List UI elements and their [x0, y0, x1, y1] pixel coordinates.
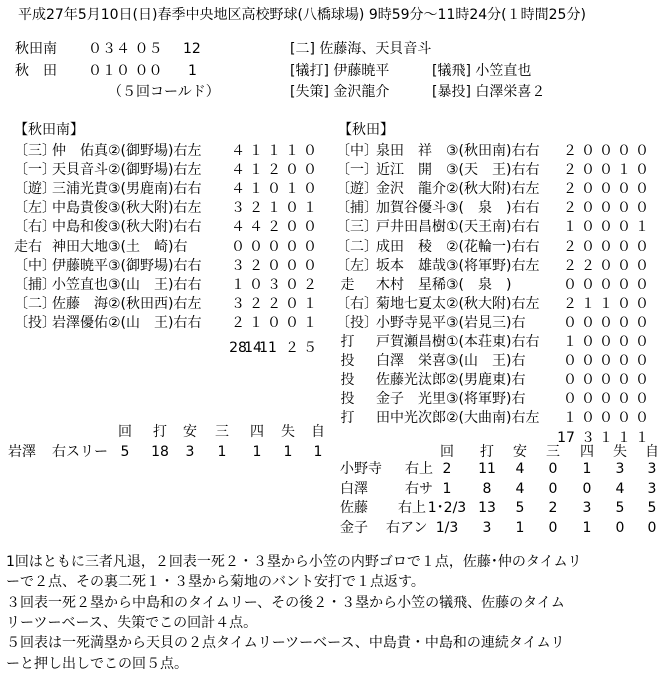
player-name: 佐藤光汰郎②(男鹿東)右: [376, 372, 526, 389]
batting-stat: ０: [267, 181, 281, 198]
position-label: 〔三〕: [336, 219, 378, 236]
summary-line: ５回表は一死満塁から天貝の２点タイムリーツーベース、中島貴・中島和の連続タイムリ: [6, 635, 565, 652]
pitching-stat: 4: [515, 461, 525, 477]
batting-stat: ０: [617, 219, 631, 236]
batting-stat: ０: [635, 238, 649, 255]
linescore-total: 1: [188, 63, 197, 79]
batting-stat: ０: [635, 143, 649, 159]
position-label: 投: [336, 372, 355, 389]
batting-total: 11: [259, 340, 277, 356]
pitching-stat: 0: [582, 480, 592, 497]
batting-stat: ２: [563, 200, 577, 217]
pitcher-name: 岩澤: [8, 444, 36, 460]
player-name: 近江 開 ③(天 王)右右: [376, 162, 540, 179]
pitching-header: 安: [183, 424, 197, 440]
batting-stat: ０: [303, 162, 317, 179]
batting-stat: １: [285, 181, 299, 198]
pitching-stat: 0: [548, 480, 558, 497]
batting-stat: ０: [599, 162, 613, 179]
pitching-stat: 1: [442, 480, 452, 497]
batting-stat: ３: [231, 200, 245, 217]
pitcher-name: 金子: [340, 520, 368, 537]
batting-stat: ２: [249, 257, 263, 274]
player-name: 天貝音斗②(御野場)右左: [52, 162, 202, 179]
batting-stat: ０: [231, 238, 245, 255]
batting-stat: ０: [285, 200, 299, 217]
batting-total: 14: [244, 340, 262, 356]
position-label: 〔投〕: [14, 314, 56, 331]
position-label: 〔右〕: [14, 219, 56, 236]
pitching-stat: 1: [582, 520, 592, 537]
batting-stat: ０: [617, 200, 631, 217]
batting-stat: ０: [249, 276, 263, 293]
player-name: 金子 光里③(将軍野)右: [376, 391, 526, 408]
pitching-stat: 8: [482, 480, 492, 497]
summary-line: 1回はともに三者凡退，２回表一死２・３塁から小笠の内野ゴロで１点，佐藤･仲のタイムリ: [6, 554, 582, 570]
batting-stat: ３: [231, 295, 245, 312]
player-name: 岩澤優佑②(山 王)右右: [52, 314, 202, 331]
pitching-stat: 3: [647, 461, 657, 477]
batting-stat: １: [249, 314, 263, 331]
position-label: 〔遊〕: [336, 181, 378, 198]
player-name: 白澤 栄喜③(山 王)右: [376, 353, 526, 370]
pitching-header: 自: [311, 424, 325, 440]
player-name: 戸賀瀬昌樹①(本荘東)右右: [376, 334, 540, 350]
pitching-stat: 18: [151, 444, 169, 460]
batting-stat: ０: [635, 295, 649, 312]
batting-stat: ０: [599, 372, 613, 389]
batting-stat: ３: [267, 276, 281, 293]
batting-stat: ０: [581, 162, 595, 179]
batting-stat: ０: [563, 276, 577, 293]
pitching-header: 回: [440, 444, 454, 460]
position-label: 打: [336, 410, 355, 427]
batting-stat: ０: [563, 353, 577, 370]
pitching-stat: 2: [548, 500, 558, 517]
batting-stat: ０: [617, 353, 631, 370]
player-name: 小笠直也③(山 王)右右: [52, 276, 202, 293]
batting-stat: ２: [267, 295, 281, 312]
pitcher-style: 右上: [405, 461, 433, 477]
player-name: 成田 稜 ②(花輪一)右右: [376, 238, 540, 255]
batting-stat: ４: [231, 162, 245, 179]
batting-stat: ０: [635, 276, 649, 293]
player-name: 伊藤暁平③(御野場)右右: [52, 257, 202, 274]
batting-stat: ０: [285, 257, 299, 274]
player-name: 金沢 龍介②(秋大附)右左: [376, 181, 540, 198]
pitching-stat: 3: [615, 461, 625, 477]
pitching-stat: 1: [252, 444, 262, 460]
position-label: 〔中〕: [336, 143, 378, 159]
pitcher-name: 佐藤: [340, 500, 368, 517]
batting-stat: ２: [231, 314, 245, 331]
linescore-team: 秋 田: [15, 63, 57, 79]
batting-stat: ０: [617, 391, 631, 408]
batting-stat: ０: [599, 200, 613, 217]
pitching-header: 回: [118, 424, 132, 440]
batting-stat: ０: [617, 410, 631, 427]
batting-stat: ０: [599, 238, 613, 255]
linescore-innings: ０３４ ０５: [88, 41, 163, 57]
game-title: 平成27年5月10日(日)春季中央地区高校野球(八橋球場) 9時59分～11時24分(１時間25分): [18, 7, 586, 23]
batting-stat: １: [617, 162, 631, 179]
pitching-stat: 2: [442, 461, 452, 477]
player-name: 戸井田昌樹①(天王南)右右: [376, 219, 540, 236]
pitching-stat: 5: [120, 444, 130, 460]
summary-line: ーと押し出しでこの回５点。: [6, 655, 188, 672]
pitching-stat: 1･2/3: [427, 500, 467, 517]
batting-stat: ０: [635, 372, 649, 389]
pitching-stat: 1: [313, 444, 323, 460]
batting-stat: ０: [267, 314, 281, 331]
batting-stat: ０: [285, 238, 299, 255]
batting-total: ３: [581, 429, 595, 446]
position-label: 〔捕〕: [14, 276, 56, 293]
batting-stat: ０: [617, 238, 631, 255]
pitching-stat: 1/3: [435, 520, 459, 537]
position-label: 〔遊〕: [14, 181, 56, 198]
batting-stat: ２: [249, 295, 263, 312]
pitching-stat: 1: [283, 444, 293, 460]
batting-stat: １: [249, 181, 263, 198]
position-label: 〔左〕: [14, 200, 56, 217]
batting-stat: ０: [617, 257, 631, 274]
player-name: 菊地七夏太②(秋大附)右左: [376, 295, 540, 312]
batting-stat: ０: [635, 391, 649, 408]
pitching-header: 打: [153, 424, 167, 440]
batting-stat: ２: [249, 200, 263, 217]
batting-total: ２: [285, 340, 299, 356]
player-name: 小野寺晃平③(岩見三)右: [376, 314, 526, 331]
batting-stat: ２: [563, 295, 577, 312]
batting-stat: ０: [581, 143, 595, 159]
pitching-header: 打: [480, 444, 494, 460]
batting-stat: ０: [581, 334, 595, 350]
pitching-header: 安: [513, 444, 527, 460]
batting-total: 17: [557, 429, 575, 446]
batting-stat: ０: [581, 372, 595, 389]
batting-stat: ４: [231, 219, 245, 236]
pitcher-name: 白澤: [340, 480, 368, 497]
position-label: 〔一〕: [14, 162, 56, 179]
pitching-stat: 4: [515, 480, 525, 497]
batting-stat: ３: [231, 257, 245, 274]
batting-stat: ０: [617, 295, 631, 312]
batting-stat: ０: [303, 219, 317, 236]
batting-stat: ０: [285, 295, 299, 312]
summary-line: リーツーベース、失策でこの回計４点。: [6, 614, 258, 631]
batting-stat: ２: [563, 238, 577, 255]
summary-line: ーで２点、その裏二死１・３塁から菊地のバント安打で１点返す。: [6, 574, 425, 591]
batting-stat: １: [285, 143, 299, 159]
batting-stat: ０: [599, 181, 613, 198]
batting-stat: ０: [581, 410, 595, 427]
batting-stat: １: [231, 276, 245, 293]
batting-stat: ０: [563, 314, 577, 331]
player-name: 神田大地③(土 崎)右: [52, 238, 188, 255]
player-name: 木村 星稀③( 泉 ): [376, 276, 512, 293]
position-label: 〔左〕: [336, 257, 378, 274]
batting-stat: ０: [599, 276, 613, 293]
batting-stat: ２: [267, 219, 281, 236]
batting-stat: １: [303, 200, 317, 217]
position-label: 〔二〕: [336, 238, 378, 255]
batting-stat: ２: [563, 181, 577, 198]
batting-stat: １: [563, 334, 577, 350]
position-label: 〔捕〕: [336, 200, 378, 217]
batting-stat: ０: [617, 372, 631, 389]
player-name: 中島和俊③(秋大附)右右: [52, 219, 202, 236]
position-label: 〔投〕: [336, 314, 378, 331]
pitcher-name: 小野寺: [340, 461, 382, 477]
batting-stat: １: [599, 295, 613, 312]
batting-stat: ０: [599, 257, 613, 274]
pitching-stat: 5: [515, 500, 525, 517]
player-name: 加賀谷優斗③( 泉 )右右: [376, 200, 540, 217]
batting-stat: ０: [599, 219, 613, 236]
pitching-stat: 0: [548, 461, 558, 477]
batting-stat: ０: [581, 219, 595, 236]
home-team-header: 【秋田南】: [14, 122, 84, 138]
batting-stat: ０: [617, 143, 631, 159]
batting-stat: ０: [563, 372, 577, 389]
batting-stat: １: [563, 410, 577, 427]
batting-stat: ０: [285, 276, 299, 293]
pitching-header: 三: [215, 424, 229, 440]
batting-stat: ０: [581, 200, 595, 217]
pitching-stat: 0: [548, 520, 558, 537]
batting-total: １: [599, 429, 613, 446]
batting-stat: ０: [267, 238, 281, 255]
player-name: 仲 佑真②(御野場)右左: [52, 143, 202, 159]
pitching-stat: 4: [615, 480, 625, 497]
batting-stat: ０: [599, 314, 613, 331]
player-name: 佐藤 海②(秋田西)右左: [52, 295, 202, 312]
batting-stat: ０: [563, 391, 577, 408]
pitching-stat: 5: [615, 500, 625, 517]
pitcher-style: 右上: [398, 500, 426, 517]
position-label: 走右: [14, 238, 42, 255]
player-name: 三浦光貴③(男鹿南)右右: [52, 181, 202, 198]
batting-stat: ０: [285, 314, 299, 331]
linescore-innings: ０１０ ００: [88, 63, 163, 79]
batting-stat: ０: [617, 314, 631, 331]
linescore-total: 12: [183, 41, 201, 57]
batting-stat: ２: [303, 276, 317, 293]
player-name: 泉田 祥 ③(秋田南)右右: [376, 143, 540, 159]
batting-stat: １: [249, 143, 263, 159]
batting-stat: ０: [581, 391, 595, 408]
pitcher-style: 右アン: [386, 520, 428, 537]
pitcher-style: 右スリー: [52, 444, 108, 460]
batting-stat: ０: [285, 162, 299, 179]
pitching-stat: 1: [217, 444, 227, 460]
batting-stat: １: [249, 162, 263, 179]
pitching-stat: 13: [478, 500, 496, 517]
batting-stat: ２: [267, 162, 281, 179]
pitching-stat: 1: [515, 520, 525, 537]
pitching-header: 失: [281, 424, 295, 440]
note-doubles: [二] 佐藤海、天貝音斗: [290, 41, 432, 57]
player-name: 田中光次郎②(大曲南)右左: [376, 410, 540, 427]
batting-stat: ０: [285, 219, 299, 236]
batting-stat: ０: [617, 181, 631, 198]
pitching-stat: 5: [647, 500, 657, 517]
batting-stat: ４: [249, 219, 263, 236]
batting-total: １: [635, 429, 649, 446]
batting-stat: ０: [635, 181, 649, 198]
pitching-header: 四: [250, 424, 264, 440]
batting-stat: １: [303, 295, 317, 312]
player-name: 中島貴俊③(秋大附)右左: [52, 200, 202, 217]
batting-stat: ０: [635, 410, 649, 427]
batting-stat: ０: [303, 143, 317, 159]
pitching-header: 四: [580, 444, 594, 460]
pitching-stat: 1: [582, 461, 592, 477]
batting-stat: ０: [635, 353, 649, 370]
batting-total: １: [617, 429, 631, 446]
batting-stat: ０: [303, 257, 317, 274]
position-label: 〔二〕: [14, 295, 56, 312]
position-label: 走: [336, 276, 355, 293]
pitching-header: 三: [546, 444, 560, 460]
batting-stat: ０: [581, 314, 595, 331]
summary-line: ３回表一死２塁から中島和のタイムリー、その後２・３塁から小笠の犠飛、佐藤のタイム: [6, 594, 565, 611]
batting-stat: １: [267, 143, 281, 159]
batting-stat: １: [581, 295, 595, 312]
batting-stat: ０: [249, 238, 263, 255]
pitcher-style: 右サ: [405, 480, 433, 497]
batting-stat: ４: [231, 181, 245, 198]
batting-stat: ０: [599, 334, 613, 350]
batting-stat: ０: [617, 276, 631, 293]
away-team-header: 【秋田】: [338, 122, 394, 138]
batting-stat: ０: [599, 143, 613, 159]
player-name: 坂本 雄哉③(将軍野)右左: [376, 257, 540, 274]
batting-stat: ２: [563, 162, 577, 179]
position-label: 〔右〕: [336, 295, 378, 312]
pitching-header: 失: [613, 444, 627, 460]
batting-stat: ０: [635, 334, 649, 350]
batting-stat: ０: [581, 238, 595, 255]
batting-stat: ０: [303, 238, 317, 255]
batting-stat: ０: [635, 162, 649, 179]
batting-stat: ０: [581, 353, 595, 370]
batting-stat: ０: [635, 257, 649, 274]
batting-stat: ２: [581, 257, 595, 274]
batting-stat: ４: [231, 143, 245, 159]
batting-stat: ０: [635, 200, 649, 217]
note-sacrifice-fly: [犠飛] 小笠直也: [432, 63, 532, 79]
position-label: 〔一〕: [336, 162, 378, 179]
batting-stat: １: [303, 314, 317, 331]
pitching-stat: 3: [482, 520, 492, 537]
position-label: 打: [336, 334, 355, 350]
batting-stat: ０: [617, 334, 631, 350]
pitching-stat: 3: [185, 444, 195, 460]
batting-stat: １: [563, 219, 577, 236]
called-game-note: （５回コールド）: [108, 84, 220, 100]
pitching-stat: 11: [478, 461, 496, 477]
batting-stat: ０: [303, 181, 317, 198]
linescore-team: 秋田南: [15, 41, 57, 57]
batting-stat: ０: [581, 276, 595, 293]
batting-stat: ０: [635, 314, 649, 331]
batting-stat: ０: [267, 257, 281, 274]
batting-stat: ２: [563, 143, 577, 159]
position-label: 〔中〕: [14, 257, 56, 274]
pitching-stat: 0: [615, 520, 625, 537]
note-sacrifice-bunt: [犠打] 伊藤暁平: [290, 63, 390, 79]
batting-stat: ０: [599, 353, 613, 370]
position-label: 〔三〕: [14, 143, 56, 159]
batting-total: 28: [229, 340, 247, 356]
position-label: 投: [336, 353, 355, 370]
batting-stat: ２: [563, 257, 577, 274]
batting-stat: １: [635, 219, 649, 236]
note-errors: [失策] 金沢龍介: [290, 84, 390, 100]
pitching-header: 自: [645, 444, 659, 460]
batting-stat: ０: [581, 181, 595, 198]
pitching-stat: 0: [647, 520, 657, 537]
pitching-stat: 3: [647, 480, 657, 497]
note-wild-pitch: [暴投] 白澤栄喜２: [432, 84, 546, 100]
pitching-stat: 3: [582, 500, 592, 517]
batting-stat: ０: [599, 410, 613, 427]
batting-total: ５: [303, 340, 317, 356]
batting-stat: ０: [599, 391, 613, 408]
batting-stat: １: [267, 200, 281, 217]
position-label: 投: [336, 391, 355, 408]
